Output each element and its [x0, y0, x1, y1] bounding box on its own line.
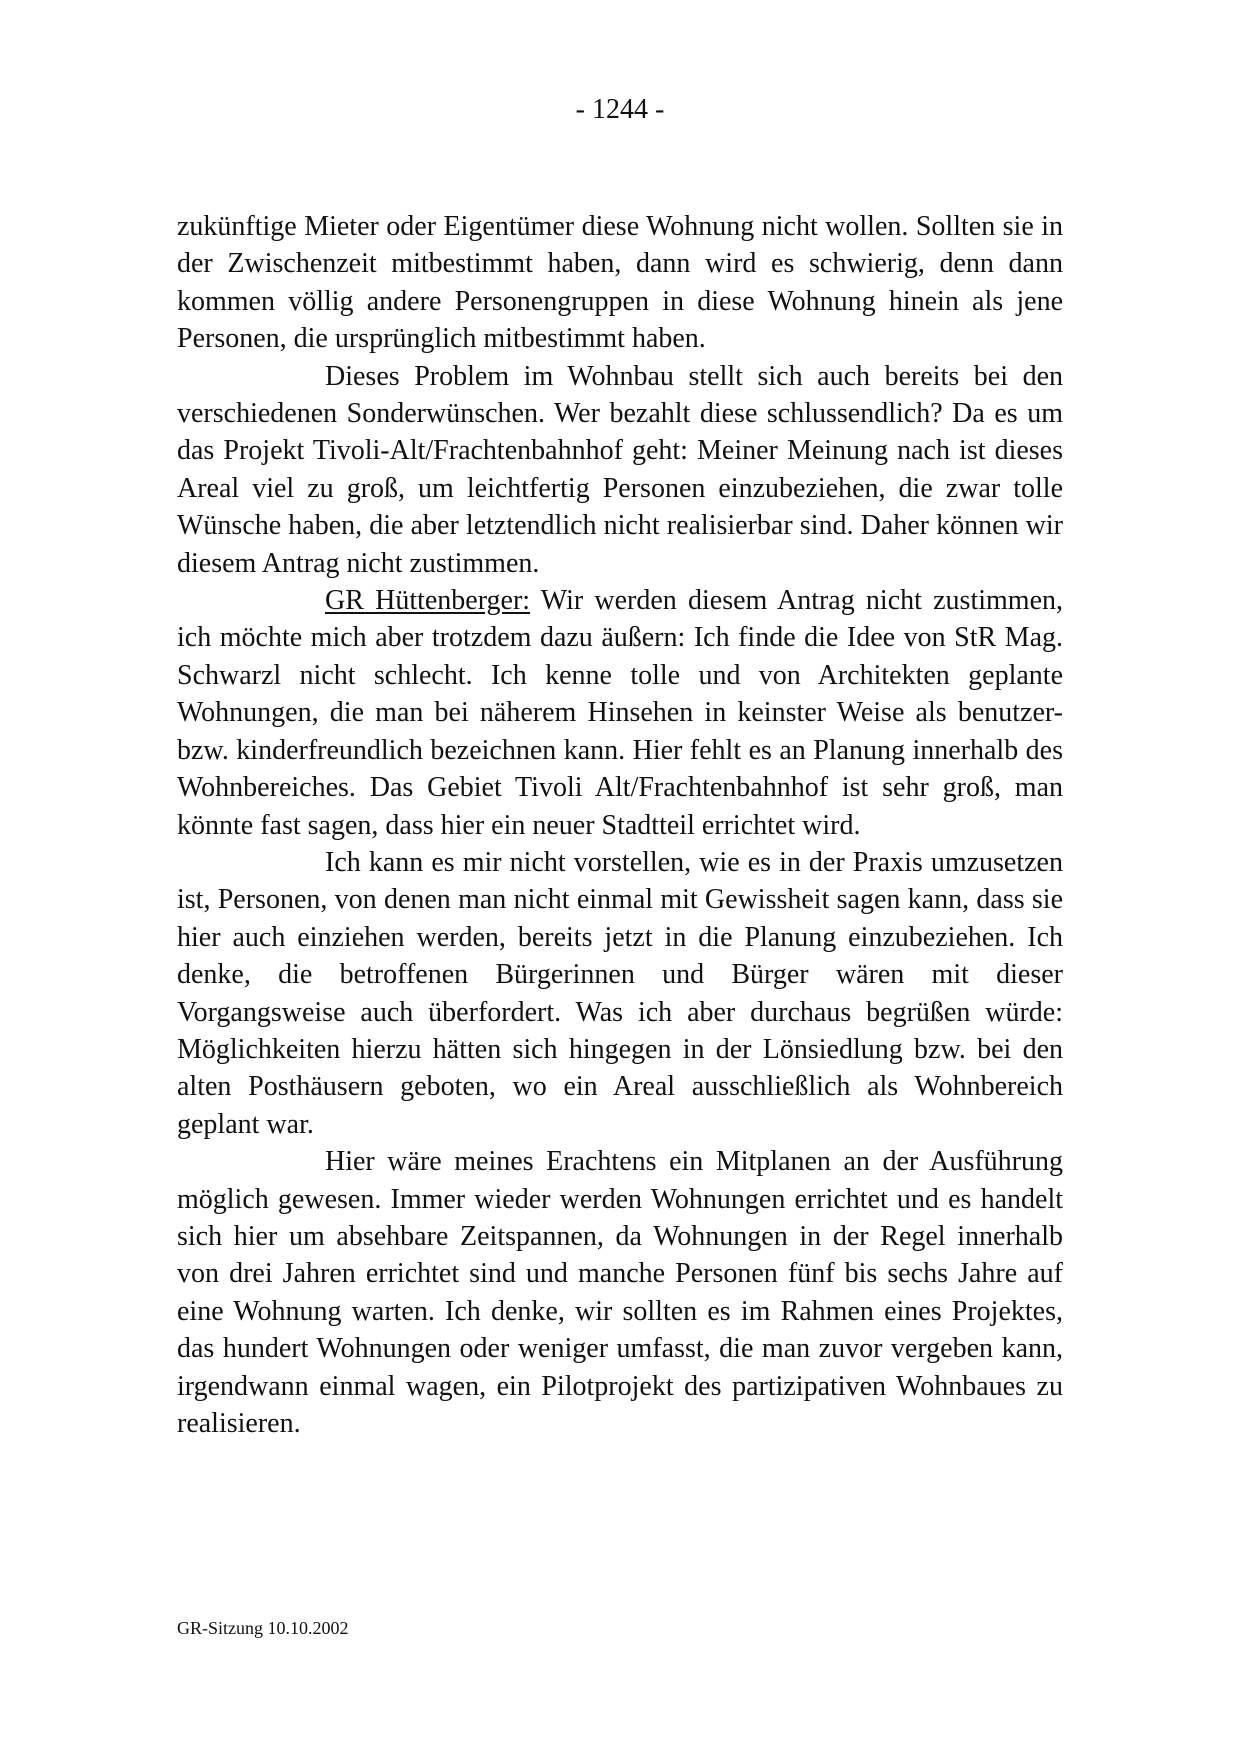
paragraph-3-text: Wir werden diesem Antrag nicht zustimmen, ich möchte mich aber trotzdem dazu äußern: Ich finde die Idee von StR Mag. Schwarzl nicht schlecht. Ich kenne tolle und von Architekten geplante Wohnungen, die man bei näherem Hinsehen in keinster Weise als benutzer- bzw. kinderfreundlich bezeichnen kann. Hier fehlt es an Planung innerhalb des Wohnbereiches. Das Gebiet Tivoli Alt/Frachtenbahnhof ist sehr groß, man könnte fast sagen, dass hier ein neuer Stadtteil errichtet wird. — [177, 585, 1063, 841]
footer-session-date: GR-Sitzung 10.10.2002 — [177, 1618, 349, 1638]
paragraph-4: Ich kann es mir nicht vorstellen, wie es in der Praxis umzusetzen ist, Personen, von denen man nicht einmal mit Gewissheit sagen kann, dass sie hier auch einziehen werden, bereits jetzt in die Planung einzubeziehen. Ich denke, die betroffenen Bürgerinnen und Bürger wären mit dieser Vorgangsweise auch überfordert. Was ich aber durchaus begrüßen würde: Möglichkeiten hierzu hätten sich hingegen in der Lönsiedlung bzw. bei den alten Posthäusern geboten, wo ein Areal ausschließlich als Wohnbereich geplant war. — [177, 846, 1063, 1140]
paragraph-2: Dieses Problem im Wohnbau stellt sich auch bereits bei den verschiedenen Sonderwünschen. Wer bezahlt diese schlussendlich? Da es um das Projekt Tivoli-Alt/Frachtenbahnhof geht: Meiner Meinung nach ist dieses Areal viel zu groß, um leichtfertig Personen einzubeziehen, die zwar tolle Wünsche haben, die aber letztendlich nicht realisierbar sind. Daher können wir diesem Antrag nicht zustimmen. — [177, 360, 1063, 579]
paragraph-3 — [177, 582, 1063, 844]
page-number: - 1244 - — [575, 94, 665, 125]
document-body — [177, 208, 1063, 1442]
speaker-name: GR Hüttenberger: — [325, 585, 531, 617]
paragraph-1: zukünftige Mieter oder Eigentümer diese Wohnung nicht wollen. Sollten sie in der Zwischenzeit mitbestimmt haben, dann wird es schwierig, denn dann kommen völlig andere Personengruppen in diese Wohnung hinein als jene Personen, die ursprünglich mitbestimmt haben. — [177, 211, 1063, 355]
paragraph-5: Hier wäre meines Erachtens ein Mitplanen an der Ausführung möglich gewesen. Immer wieder werden Wohnungen errichtet und es handelt sich hier um absehbare Zeitspannen, da Wohnungen in der Regel innerhalb von drei Jahren errichtet sind und manche Personen fünf bis sechs Jahre auf eine Wohnung warten. Ich denke, wir sollten es im Rahmen eines Projektes, das hundert Wohnungen oder weniger umfasst, die man zuvor vergeben kann, irgendwann einmal wagen, ein Pilotprojekt des partizipativen Wohnbaues zu realisieren. — [177, 1146, 1063, 1439]
